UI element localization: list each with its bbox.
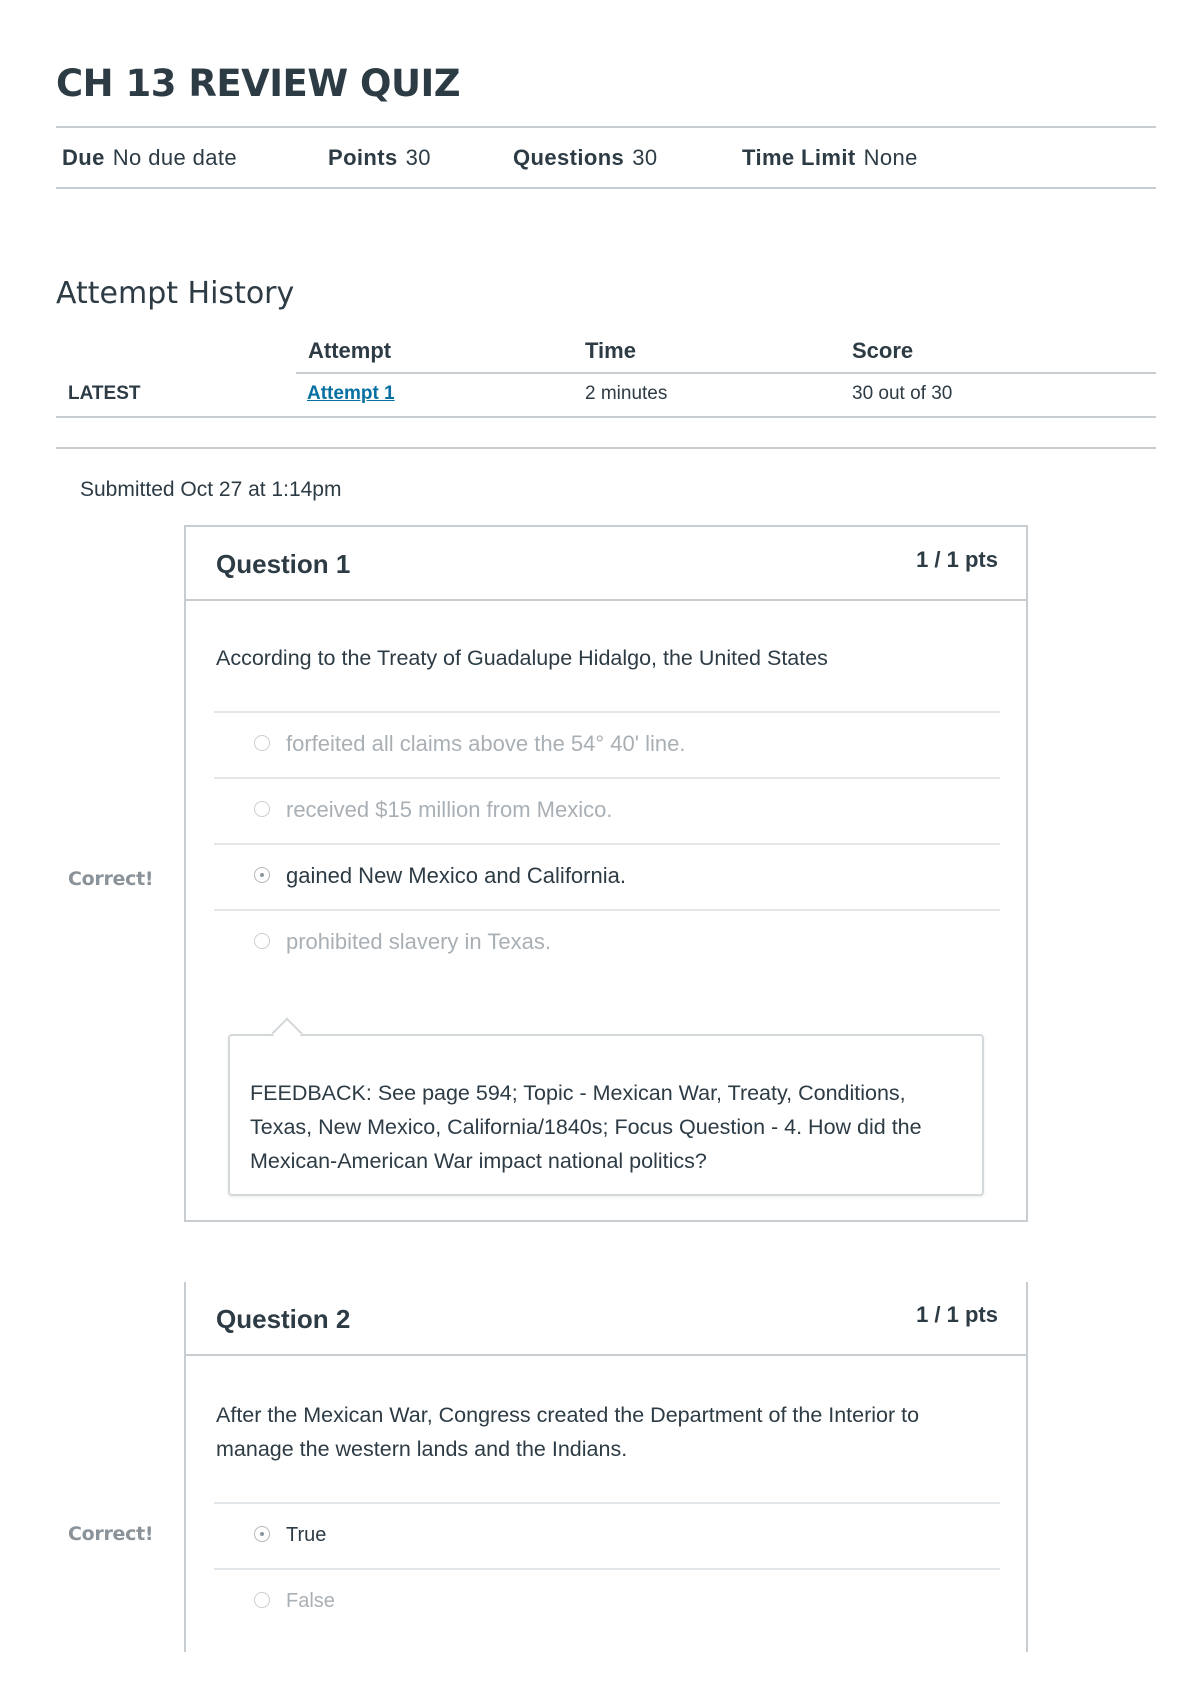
answer-option[interactable] <box>214 711 1000 777</box>
meta-points-value: 30 <box>405 144 431 170</box>
question-points: 1 / 1 pts <box>916 547 998 572</box>
answer-list <box>214 1502 1000 1634</box>
radio-selected-icon[interactable] <box>254 1526 270 1542</box>
meta-time-limit-label: Time Limit <box>742 144 856 170</box>
radio-selected-icon[interactable] <box>254 867 270 883</box>
question-1 <box>184 525 1028 1222</box>
attempt-cell <box>307 383 395 405</box>
answer-option[interactable] <box>214 909 1000 975</box>
column-header-score: Score <box>852 338 914 363</box>
answer-text: forfeited all claims above the 54° 40' line. <box>286 731 686 756</box>
question-title: Question 2 <box>216 1304 351 1334</box>
answer-text: gained New Mexico and California. <box>286 863 626 888</box>
meta-points <box>328 145 431 171</box>
question-text: According to the Treaty of Guadalupe Hidalgo, the United States <box>216 646 828 670</box>
answer-option[interactable] <box>214 1568 1000 1634</box>
answer-text: received $15 million from Mexico. <box>286 797 613 822</box>
answer-text: True <box>286 1524 327 1546</box>
meta-time-limit-value: None <box>863 144 918 170</box>
radio-icon[interactable] <box>254 1592 270 1608</box>
answer-list <box>214 711 1000 975</box>
table-row <box>56 372 1156 418</box>
attempt-history-heading: Attempt History <box>56 276 295 311</box>
row-label-latest: LATEST <box>68 383 141 404</box>
submitted-timestamp: Submitted Oct 27 at 1:14pm <box>80 478 342 501</box>
correct-answer-flag: Correct! <box>68 1523 154 1545</box>
quiz-meta-bar <box>56 126 1156 189</box>
question-2 <box>184 1282 1028 1652</box>
correct-answer-flag: Correct! <box>68 868 154 890</box>
column-header-attempt: Attempt <box>308 338 392 363</box>
feedback-text: FEEDBACK: See page 594; Topic - Mexican War, Treaty, Conditions, Texas, New Mexico, California/1840s; Focus Question - 4. How did the Mexican-American War impact national politics? <box>250 1081 922 1173</box>
attempt-1-link[interactable]: Attempt 1 <box>307 383 395 404</box>
feedback-box <box>228 1034 984 1196</box>
answer-text: prohibited slavery in Texas. <box>286 929 551 954</box>
question-header <box>186 527 1026 601</box>
question-points: 1 / 1 pts <box>916 1302 998 1327</box>
answer-text: False <box>286 1590 335 1612</box>
meta-points-label: Points <box>328 144 398 170</box>
section-divider <box>56 447 1156 449</box>
attempt-table-header <box>56 334 1156 372</box>
meta-questions-value: 30 <box>632 144 658 170</box>
radio-icon[interactable] <box>254 735 270 751</box>
question-text: After the Mexican War, Congress created the Department of the Interior to manage the western lands and the Indians. <box>216 1403 920 1461</box>
meta-time-limit <box>742 145 918 171</box>
radio-icon[interactable] <box>254 801 270 817</box>
column-header-time: Time <box>585 338 636 363</box>
meta-due-label: Due <box>62 144 105 170</box>
answer-option-selected[interactable] <box>214 843 1000 909</box>
answer-option[interactable] <box>214 777 1000 843</box>
question-title: Question 1 <box>216 549 351 579</box>
answer-option-selected[interactable] <box>214 1502 1000 1568</box>
meta-questions-label: Questions <box>513 144 625 170</box>
meta-due <box>62 145 237 171</box>
meta-due-value: No due date <box>112 144 238 170</box>
attempt-history-table <box>56 334 1156 418</box>
meta-questions <box>513 145 657 171</box>
page-title: CH 13 REVIEW QUIZ <box>56 62 461 105</box>
radio-icon[interactable] <box>254 933 270 949</box>
score-cell: 30 out of 30 <box>852 383 953 404</box>
question-header <box>186 1282 1026 1356</box>
time-cell: 2 minutes <box>585 383 668 404</box>
feedback-arrow <box>271 1017 302 1048</box>
